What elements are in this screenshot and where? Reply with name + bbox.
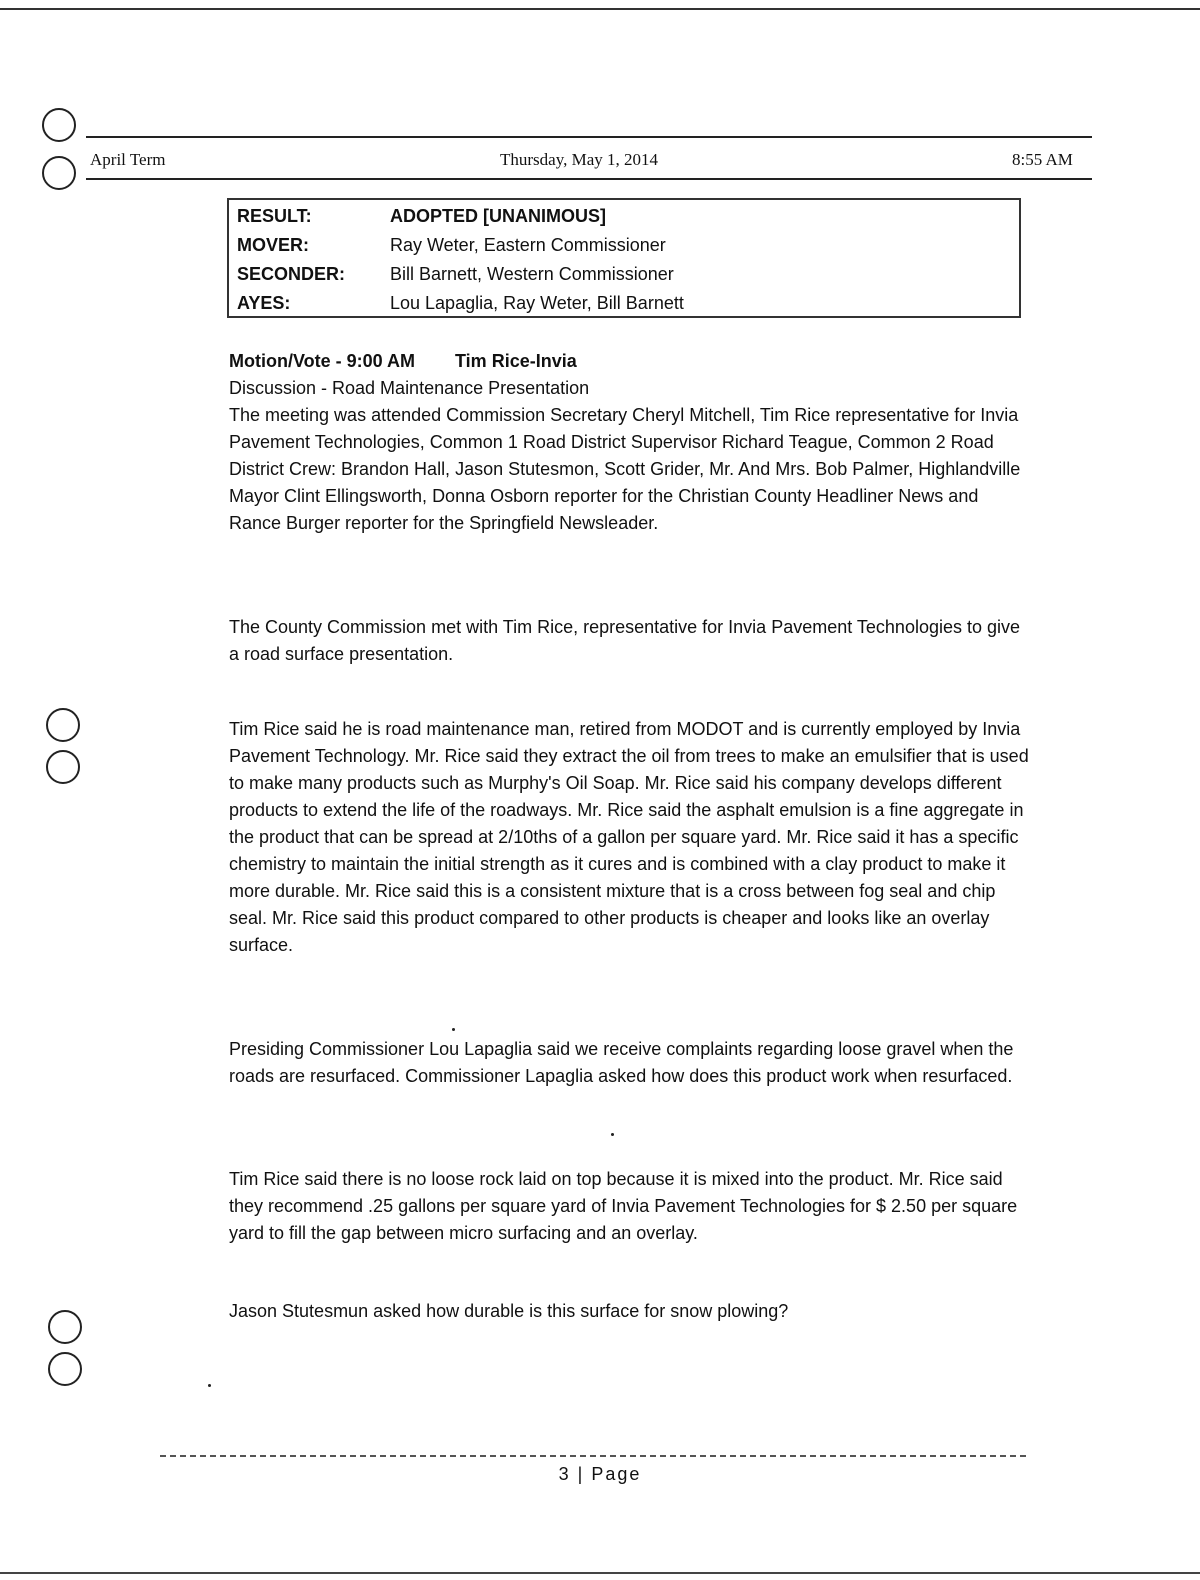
body-paragraph: Tim Rice said he is road maintenance man, retired from MODOT and is currently employed by Invia Pavement Technology. Mr. Rice said they extract the oil from trees to make an emulsifier that is used to make many products such as Murphy's Oil Soap. Mr. Rice said his company develops different products to extend the life of the roadways. Mr. Rice said the asphalt emulsion is a fine aggregate in the product that can be spread at 2/10ths of a gallon per square yard. Mr. Rice said it has a specific chemistry to maintain the initial strength as it cures and is combined with a clay product to make it more durable. Mr. Rice said this is a consistent mixture that is a cross between fog seal and chip seal. Mr. Rice said this product compared to other products is cheaper and looks like an overlay surface.	[229, 719, 1029, 955]
result-label: RESULT:	[237, 206, 312, 226]
mover-value: Ray Weter, Eastern Commissioner	[390, 235, 666, 255]
scan-bottom-edge	[0, 1572, 1200, 1574]
header-top-rule	[86, 136, 1092, 138]
seconder-value: Bill Barnett, Western Commissioner	[390, 264, 674, 284]
motion-heading	[229, 348, 1029, 375]
binder-hole-icon	[46, 708, 80, 742]
header-bottom-rule	[86, 178, 1092, 180]
header-date: Thursday, May 1, 2014	[500, 150, 659, 169]
discussion-line: Discussion - Road Maintenance Presentation	[229, 378, 590, 398]
binder-hole-icon	[48, 1352, 82, 1386]
ayes-label: AYES:	[237, 293, 291, 313]
body-paragraph: Tim Rice said there is no loose rock laid on top because it is mixed into the product. Mr. Rice said they recommend .25 gallons per square yard of Invia Pavement Technologies for $ 2.50 per square yard to fill the gap between micro surfacing and an overlay.	[229, 1169, 1018, 1243]
header-term: April Term	[90, 150, 166, 169]
motion-section	[229, 348, 1029, 537]
header-time: 8:55 AM	[1012, 150, 1073, 169]
scan-speck	[611, 1133, 614, 1136]
motion-presenter: Tim Rice-Invia	[455, 351, 577, 371]
motion-label: Motion/Vote -	[229, 351, 342, 371]
seconder-label: SECONDER:	[237, 264, 346, 284]
ayes-value: Lou Lapaglia, Ray Weter, Bill Barnett	[390, 293, 684, 313]
scan-top-edge	[0, 8, 1200, 10]
footer-dashed-rule	[160, 1455, 1026, 1457]
vote-result-box	[227, 198, 1021, 318]
scan-speck	[208, 1384, 211, 1387]
body-paragraph: The County Commission met with Tim Rice, representative for Invia Pavement Technologies to give a road surface presentation.	[229, 617, 1021, 664]
attendance-paragraph: The meeting was attended Commission Secretary Cheryl Mitchell, Tim Rice representative for Invia Pavement Technologies, Common 1 Road District Supervisor Richard Teague, Common 2 Road District Crew: Brandon Hall, Jason Stutesmon, Scott Grider, Mr. And Mrs. Bob Palmer, Highlandville Mayor Clint Ellingsworth, Donna Osborn reporter for the Christian County Headliner News and Rance Burger reporter for the Springfield Newsleader.	[229, 405, 1021, 533]
binder-hole-icon	[42, 156, 76, 190]
page-number: 3 | Page	[558, 1464, 642, 1484]
binder-hole-icon	[42, 108, 76, 142]
body-paragraph: Jason Stutesmun asked how durable is this surface for snow plowing?	[229, 1301, 789, 1321]
binder-hole-icon	[48, 1310, 82, 1344]
binder-hole-icon	[46, 750, 80, 784]
mover-label: MOVER:	[237, 235, 309, 255]
body-paragraph: Presiding Commissioner Lou Lapaglia said we receive complaints regarding loose gravel when the roads are resurfaced. Commissioner Lapaglia asked how does this product work when resurfaced.	[229, 1039, 1014, 1086]
scan-speck	[452, 1028, 455, 1031]
result-value: ADOPTED [UNANIMOUS]	[390, 206, 606, 226]
motion-time: 9:00 AM	[346, 351, 416, 371]
